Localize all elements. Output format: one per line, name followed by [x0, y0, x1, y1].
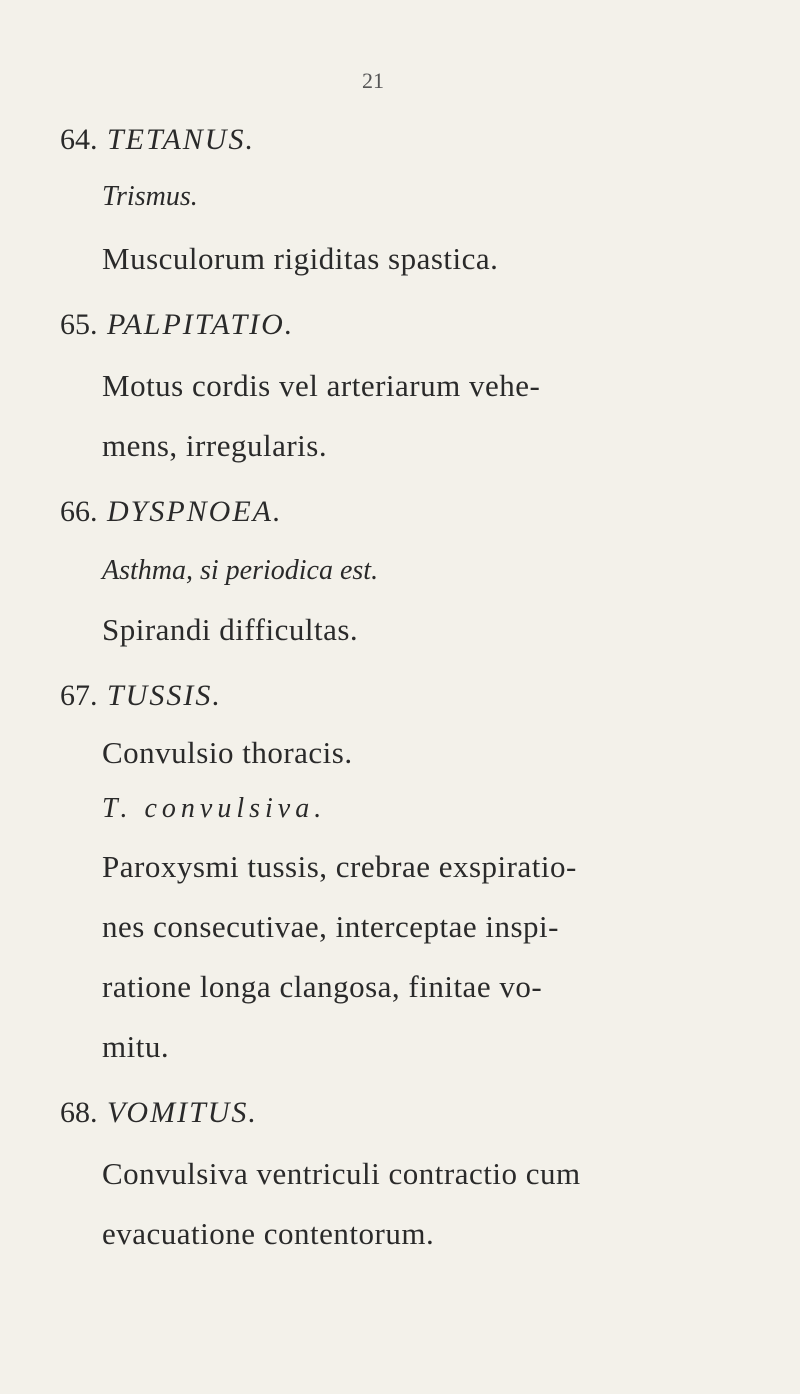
entry-definition-line: mitu.: [102, 1029, 170, 1064]
entry-heading-65: [60, 308, 294, 342]
entry-definition-line: Spirandi difficultas.: [102, 612, 359, 647]
entry-number: 65.: [60, 308, 98, 341]
entry-number: 66.: [60, 495, 98, 528]
entry-definition-line: evacuatione contentorum.: [102, 1216, 435, 1251]
entry-title: PALPITATIO.: [107, 308, 295, 341]
page-number: 21: [362, 68, 384, 93]
entry-definition-line: ratione longa clangosa, finitae vo-: [102, 969, 543, 1004]
entry-heading-67: [60, 679, 222, 713]
entry-definition-line: Paroxysmi tussis, crebrae exspiratio-: [102, 849, 577, 884]
entry-heading-66: [60, 495, 283, 529]
entry-title: TUSSIS.: [107, 679, 222, 712]
entry-definition-line: Musculorum rigiditas spastica.: [102, 241, 499, 276]
entry-definition-line: Motus cordis vel arteriarum vehe-: [102, 368, 541, 403]
entry-definition-line: mens, irregularis.: [102, 428, 328, 463]
entry-variety: T. convulsiva.: [102, 793, 327, 824]
entry-definition-line: nes consecutivae, interceptae inspi-: [102, 909, 559, 944]
entry-number: 68.: [60, 1096, 98, 1129]
entry-synonym: Asthma, si periodica est.: [102, 555, 379, 586]
entry-title: VOMITUS.: [107, 1096, 258, 1129]
entry-heading-68: [60, 1096, 258, 1130]
entry-definition-line: Convulsiva ventriculi contractio cum: [102, 1156, 581, 1191]
entry-title: TETANUS.: [107, 123, 255, 156]
entry-synonym: Trismus.: [102, 181, 198, 212]
entry-heading-64: [60, 123, 255, 157]
entry-definition-line: Convulsio thoracis.: [102, 735, 353, 770]
entry-number: 67.: [60, 679, 98, 712]
entry-title: DYSPNOEA.: [107, 495, 283, 528]
entry-number: 64.: [60, 123, 98, 156]
